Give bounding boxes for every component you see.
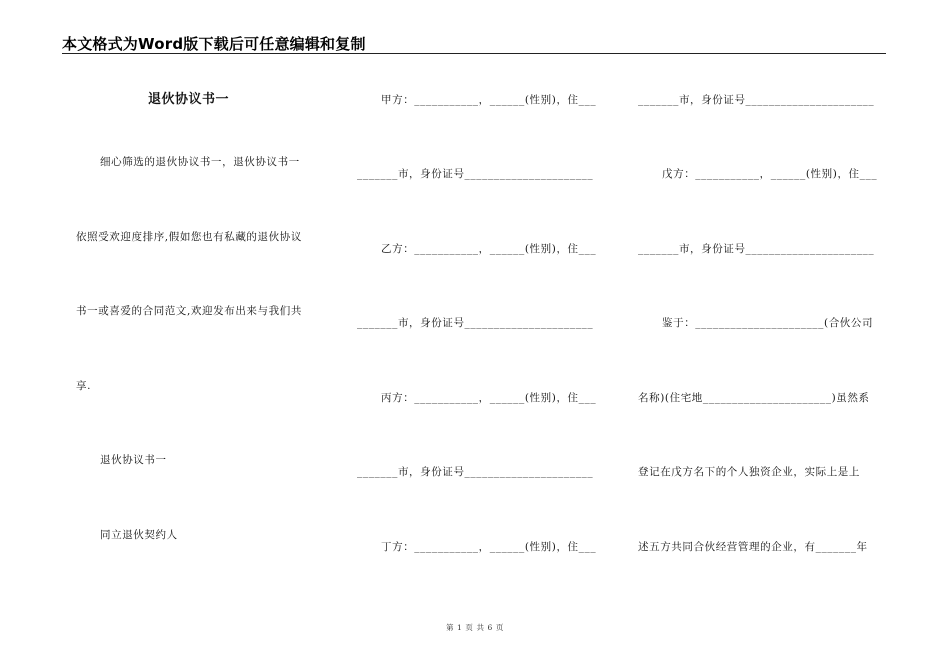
section-heading: 退伙协议书一 xyxy=(100,454,167,466)
party-line: _______市，身份证号______________________ xyxy=(638,243,875,255)
clause-line: 鉴于：______________________(合伙公司 xyxy=(662,317,874,329)
paragraph-line: 同立退伙契约人 xyxy=(100,529,178,541)
party-line: 乙方：___________，______(性别)，住___ xyxy=(381,243,597,255)
paragraph-line: 依照受欢迎度排序,假如您也有私藏的退伙协议 xyxy=(76,231,302,243)
party-line: 丙方：___________，______(性别)，住___ xyxy=(381,392,597,404)
paragraph-line: 享. xyxy=(76,380,92,392)
party-line: 丁方：___________，______(性别)，住___ xyxy=(381,541,597,553)
party-line: _______市，身份证号______________________ xyxy=(357,317,594,329)
document-title: 退伙协议书一 xyxy=(148,92,230,107)
paragraph-line: 细心筛选的退伙协议书一，退伙协议书一 xyxy=(100,156,300,168)
paragraph-line: 书一或喜爱的合同范文,欢迎发布出来与我们共 xyxy=(76,305,302,317)
page-number: 第 1 页 共 6 页 xyxy=(445,623,505,632)
clause-line: 名称)(住宅地______________________)虽然系 xyxy=(638,392,870,404)
party-line: 戊方：___________，______(性别)，住___ xyxy=(662,168,878,180)
party-line: 甲方：___________，______(性别)，住___ xyxy=(381,94,597,106)
document-header: 本文格式为Word版下载后可任意编辑和复制 xyxy=(62,35,366,53)
party-line: _______市，身份证号______________________ xyxy=(357,466,594,478)
party-line: _______市，身份证号______________________ xyxy=(638,94,875,106)
header-rule xyxy=(62,53,886,54)
clause-line: 述五方共同合伙经营管理的企业，有_______年 xyxy=(638,541,868,553)
party-line: _______市，身份证号______________________ xyxy=(357,168,594,180)
clause-line: 登记在戊方名下的个人独资企业，实际上是上 xyxy=(638,466,860,478)
